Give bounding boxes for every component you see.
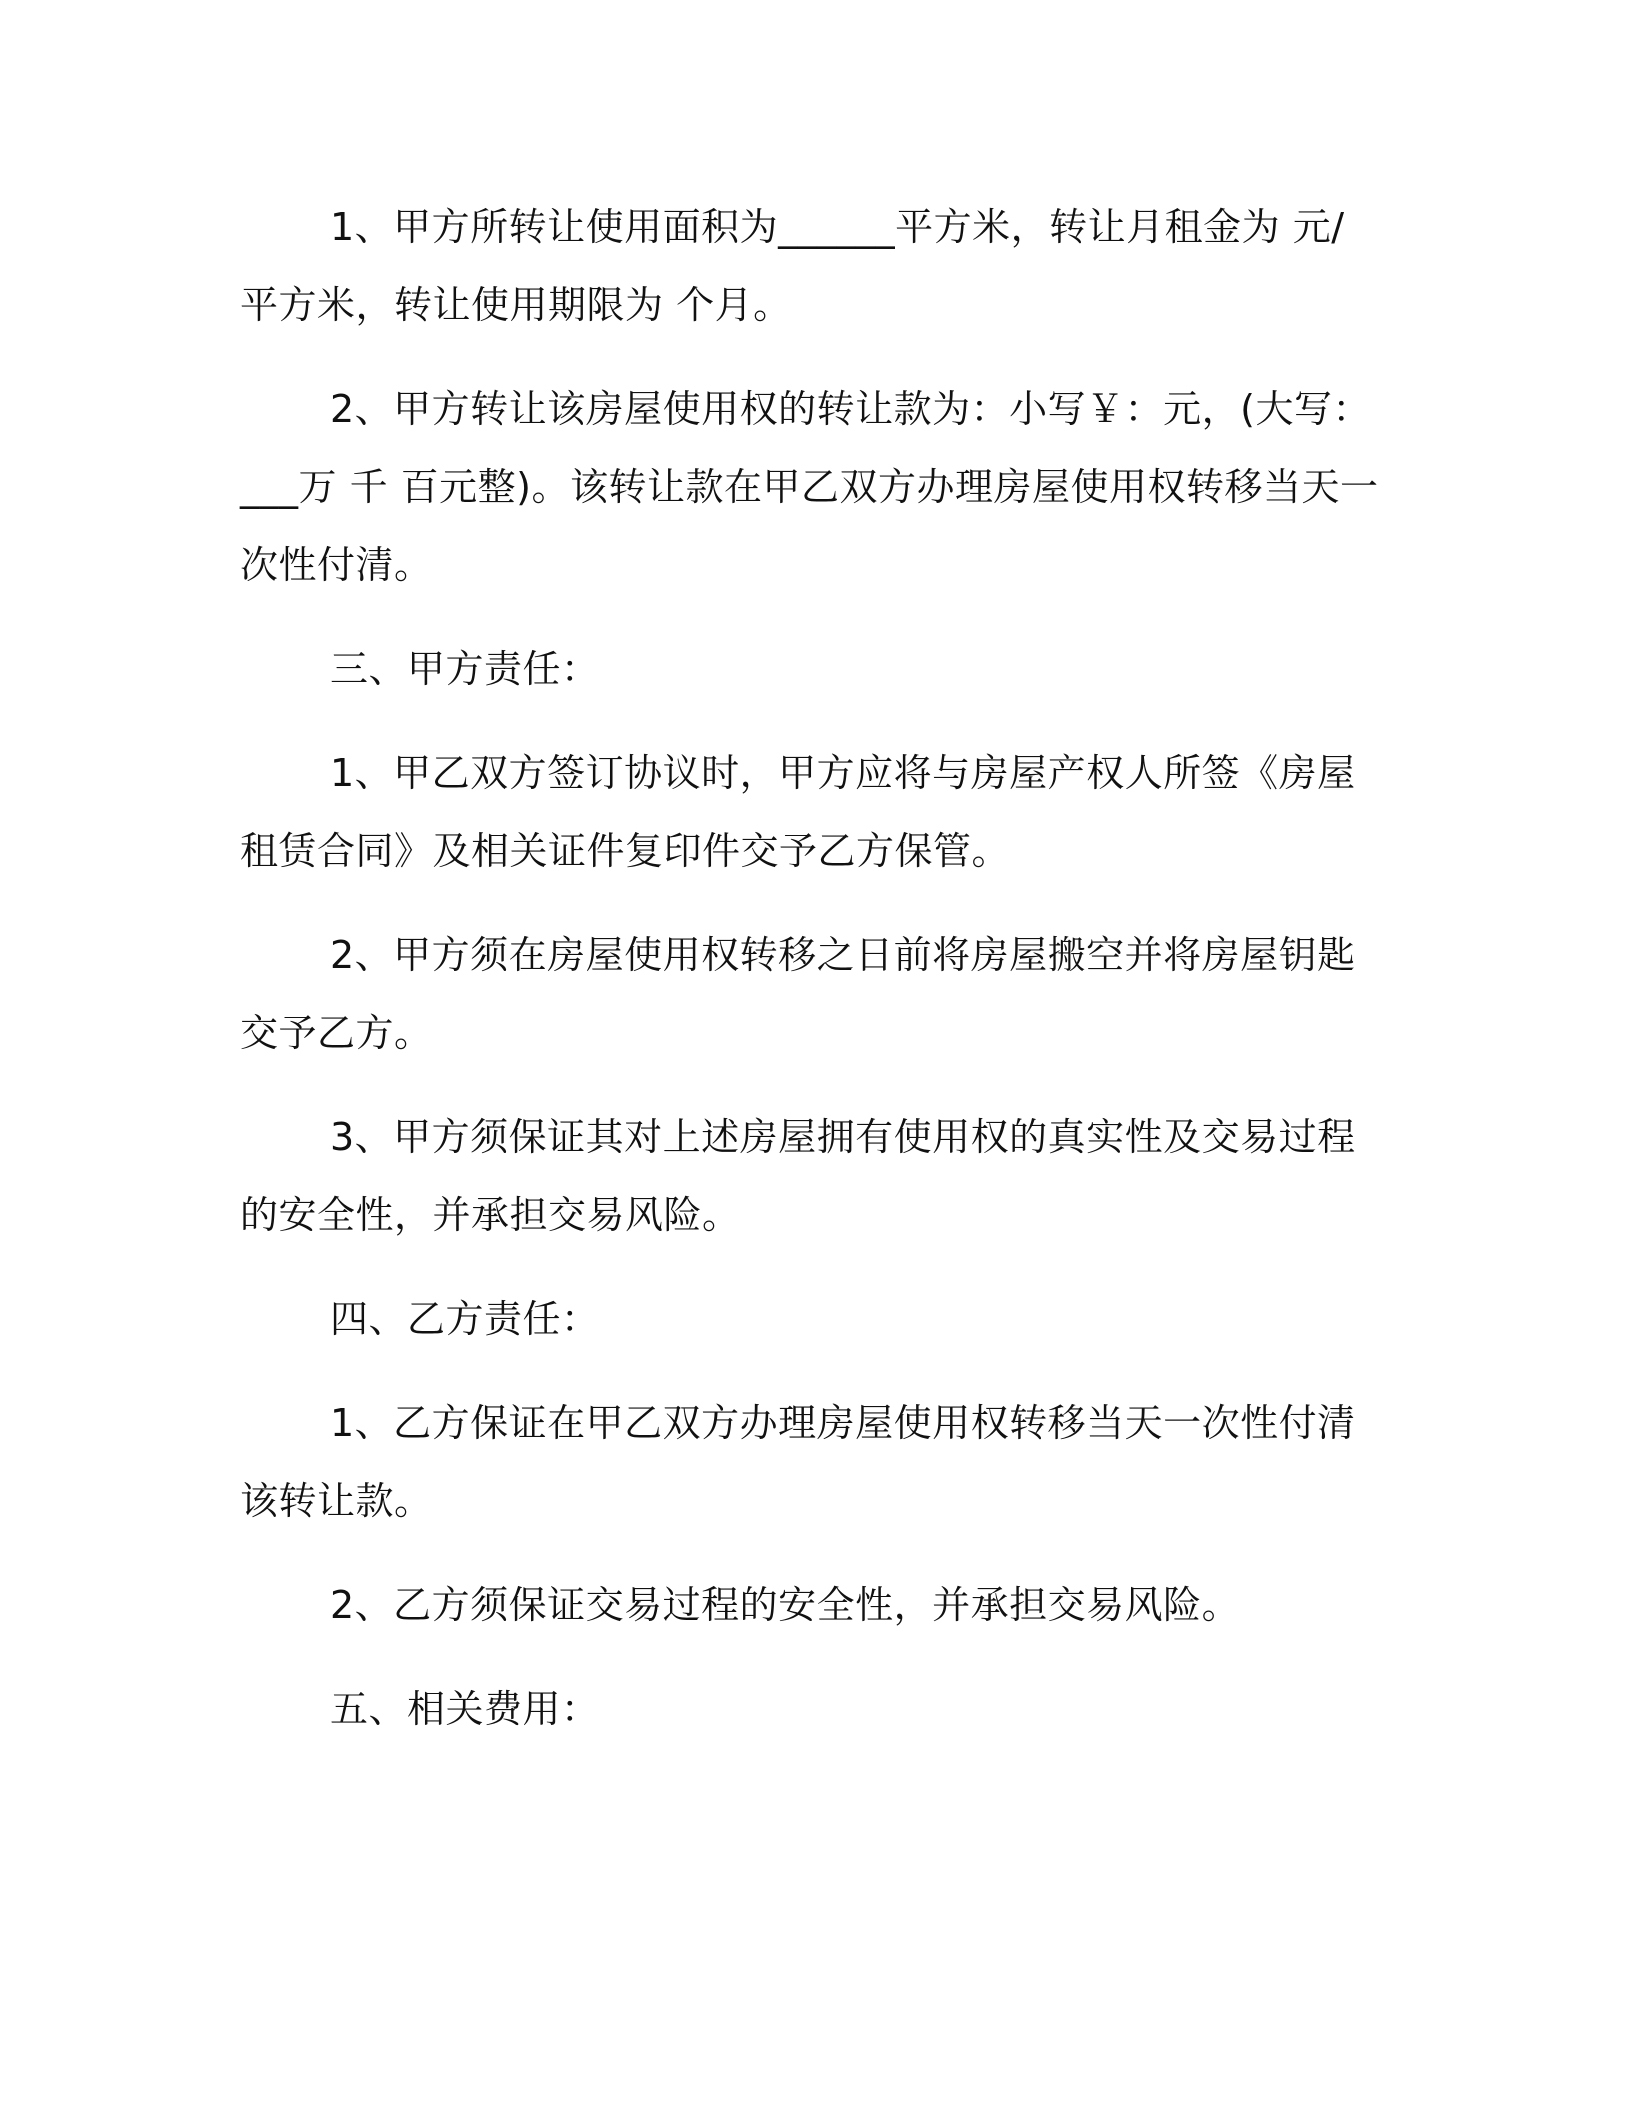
clause-party-b-payment: 1、乙方保证在甲乙双方办理房屋使用权转移当天一次性付清该转让款。 — [240, 1401, 1356, 1523]
document-body — [240, 188, 1380, 1748]
clause-party-a-guarantee: 3、甲方须保证其对上述房屋拥有使用权的真实性及交易过程的安全性，并承担交易风险。 — [240, 1115, 1356, 1237]
clause-party-b-security: 2、乙方须保证交易过程的安全性，并承担交易风险。 — [330, 1583, 1241, 1627]
clause-transfer-payment: 2、甲方转让该房屋使用权的转让款为：小写￥：元，(大写：___万 千 百元整)。该转让款在甲乙双方办理房屋使用权转移当天一次性付清。 — [240, 387, 1379, 587]
section-heading-party-b-duties: 四、乙方责任： — [330, 1297, 600, 1341]
clause-party-a-documents: 1、甲乙双方签订协议时，甲方应将与房屋产权人所签《房屋租赁合同》及相关证件复印件交予乙方保管。 — [240, 751, 1356, 873]
section-heading-fees: 五、相关费用： — [330, 1687, 600, 1731]
section-heading-party-a-duties: 三、甲方责任： — [330, 647, 600, 691]
clause-area-rent-term: 1、甲方所转让使用面积为______平方米，转让月租金为 元/平方米，转让使用期限为 个月。 — [240, 205, 1345, 327]
clause-party-a-vacate: 2、甲方须在房屋使用权转移之日前将房屋搬空并将房屋钥匙交予乙方。 — [240, 933, 1356, 1055]
